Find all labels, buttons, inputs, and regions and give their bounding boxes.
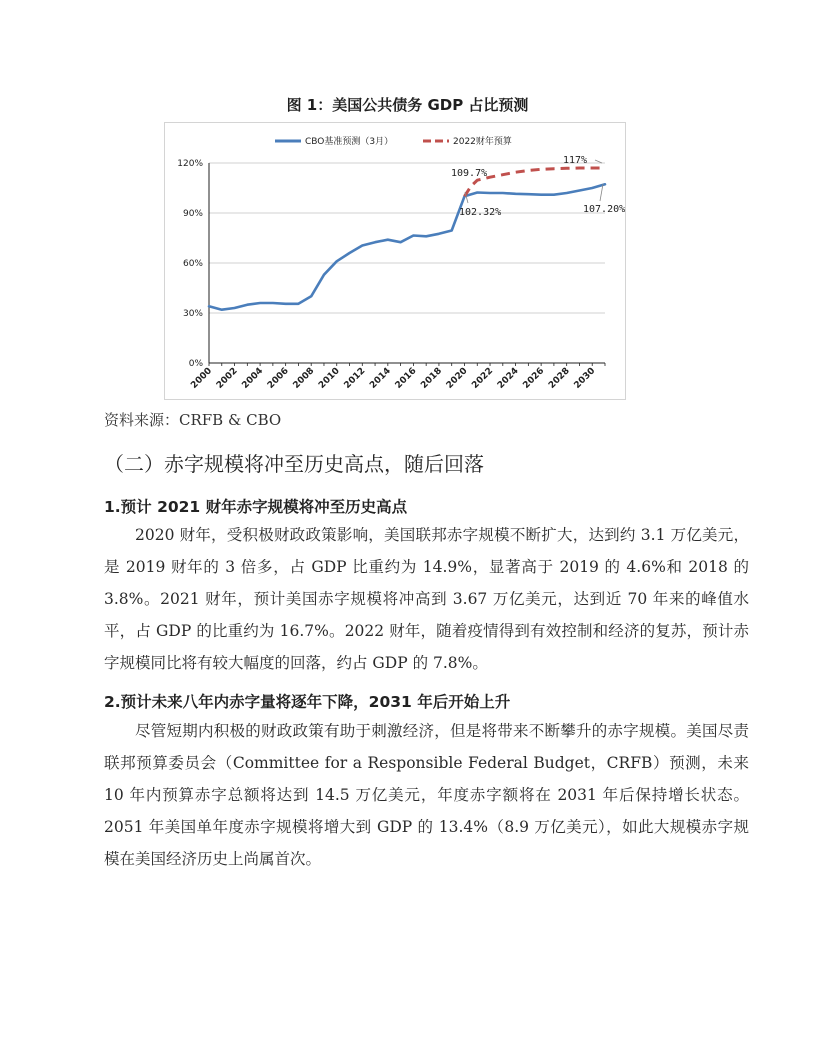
x-tick-label: 2030: [572, 366, 598, 391]
subsection-2-paragraph: 尽管短期内积极的财政政策有助于刺激经济，但是将带来不断攀升的赤字规模。美国尽责联邦预算委员会（Committee for a Responsible Federal Budget，CRFB）预测，未来 10 年内预算赤字总额将达到 14.5 万亿美元，年度赤字额将在 2031 年后保持增长状态。2051 年美国单年度赤字规模将增大到 GDP 的 13.4%（8.9 万亿美元），如此大规模赤字规模在美国经济历史上尚属首次。: [104, 722, 749, 868]
y-tick-label: 30%: [182, 309, 203, 319]
y-tick-label: 0%: [188, 359, 203, 369]
subsection-1-paragraph: 2020 财年，受积极财政政策影响，美国联邦赤字规模不断扩大，达到约 3.1 万亿美元，是 2019 财年的 3 倍多，占 GDP 比重约为 14.9%，显著高于 2019 的 4.6%和 2018 的 3.8%。2021 财年，预计美国赤字规模将冲高到 3.67 万亿美元，达到近 70 年来的峰值水平，占 GDP 的比重约为 16.7%。2022 财年，随着疫情得到有效控制和经济的复苏，预计赤字规模同比将有较大幅度的回落，约占 GDP 的 7.8%。: [104, 526, 749, 672]
x-tick-label: 2022: [470, 366, 496, 391]
annotation-117: 117%: [563, 155, 588, 166]
section-title: （二）赤字规模将冲至历史高点，随后回落: [104, 452, 484, 476]
annotation-109-7: 109.7%: [451, 168, 488, 179]
x-tick-label: 2014: [368, 366, 393, 391]
x-tick-label: 2004: [240, 366, 266, 391]
x-tick-label: 2008: [291, 366, 317, 391]
x-tick-label: 2000: [189, 366, 215, 391]
y-tick-label: 120%: [177, 159, 203, 169]
x-tick-label: 2020: [444, 366, 470, 391]
debt-chart: [164, 122, 626, 400]
annotation-102-32: 102.32%: [459, 207, 502, 218]
x-tick-label: 2006: [265, 366, 291, 391]
chart-svg: [165, 123, 625, 399]
subsection-2-title: 2.预计未来八年内赤字量将逐年下降，2031 年后开始上升: [104, 693, 511, 711]
x-tick-label: 2026: [521, 366, 547, 391]
x-tick-label: 2010: [317, 366, 342, 391]
subsection-1-title: 1.预计 2021 财年赤字规模将冲至历史高点: [104, 498, 408, 516]
annotation-107-20: 107.20%: [583, 204, 625, 215]
x-tick-label: 2012: [342, 366, 368, 391]
x-tick-label: 2018: [419, 366, 445, 391]
x-tick-label: 2028: [547, 366, 572, 391]
figure-title: 图 1：美国公共债务 GDP 占比预测: [286, 96, 529, 114]
series-lines: [209, 168, 605, 310]
legend: [275, 135, 512, 147]
legend-label-cbo: CBO基准预测（3月）: [305, 137, 394, 147]
y-tick-label: 90%: [182, 209, 203, 219]
x-tick-label: 2024: [495, 366, 521, 391]
series-line-0: [209, 184, 605, 309]
x-tick-label: 2002: [214, 366, 240, 391]
x-tick-label: 2016: [393, 366, 419, 391]
y-tick-label: 60%: [182, 259, 203, 269]
figure-source: 资料来源：CRFB & CBO: [104, 411, 282, 429]
legend-label-fy2022: 2022财年预算: [453, 137, 512, 147]
